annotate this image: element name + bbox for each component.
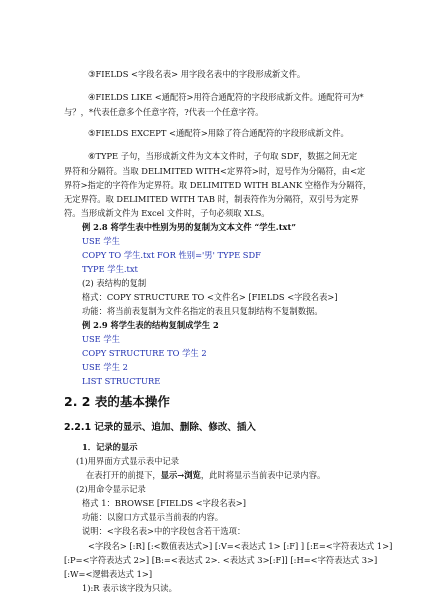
copy-structure-function: 功能：将当前表复制为文件名指定的表且只复制结构不复制数据。 [82, 306, 323, 316]
example-2-8-code-type: TYPE 学生.txt [82, 264, 138, 274]
type-clause-line2: 界符和分隔符。当取 DELIMITED WITH<定界符>时，逗号作为分隔符，由<定 [64, 166, 366, 176]
copy-structure-format: 格式：COPY STRUCTURE TO <文件名> [FIELDS <字段名表>] [82, 292, 338, 302]
ui-display-text: 在表打开的前提下，显示→浏览，此时将显示当前表中记录内容。 [86, 470, 326, 480]
example-2-9-title: 例 2.9 将学生表的结构复制成学生 2 [82, 320, 219, 330]
browse-options-line2: [:P=<字符表达式 2>] [B:=<表达式 2>. <表达式 3>[:F]] [:H=<字符表达式 3>] [64, 555, 378, 565]
browse-function: 功能：以窗口方式显示当前表的内容。 [82, 512, 224, 522]
type-clause-line5: 符。当形成新文件为 Excel 文件时，子句必须取 XLS。 [64, 208, 270, 218]
example-2-8-code-use: USE 学生 [82, 236, 120, 246]
menu-path: 显示→浏览 [160, 470, 201, 480]
example-2-9-code-use: USE 学生 [82, 334, 120, 344]
browse-options-line1: <字段名> [:R] [:<数值表达式>] [:V=<表达式 1> [:F] ] [:E=<字符表达式 1>] [88, 541, 393, 551]
type-clause-line4: 无定界符。取 DELIMITED WITH TAB 时，制表符作为分隔符，双引号为定界 [64, 194, 359, 204]
example-2-8-code-copy: COPY TO 学生.txt FOR 性别='男' TYPE SDF [82, 250, 261, 260]
fields-like-paragraph-line2: 与？，*代表任意多个任意字符，?代表一个任意字符。 [64, 107, 264, 117]
type-clause-line3: 界符>指定的字符作为定界符。取 DELIMITED WITH BLANK 空格作为分隔符， [64, 180, 372, 190]
browse-note: 说明：<字段名表>中的字段包含若干选项： [82, 526, 246, 536]
example-2-9-code-use2: USE 学生 2 [82, 362, 128, 372]
copy-structure-heading: (2) 表结构的复制 [82, 278, 147, 288]
browse-format: 格式 1：BROWSE [FIELDS <字段名表>] [82, 498, 246, 508]
browse-options-line3: [:W=<逻辑表达式 1>] [64, 569, 153, 579]
type-clause-line1: ⑥TYPE 子句，当形成新文件为文本文件时，子句取 SDF，数据之间无定 [88, 151, 358, 161]
command-display-heading: (2)用命令显示记录 [76, 484, 146, 494]
example-2-9-code-list: LIST STRUCTURE [82, 376, 161, 386]
fields-except-paragraph: ⑤FIELDS EXCEPT <通配符>用除了符合通配符的字段形成新文件。 [88, 128, 349, 138]
fields-like-paragraph-line1: ④FIELDS LIKE <通配符>用符合通配符的字段形成新文件。通配符可为* [88, 92, 364, 102]
section-2-2-heading: 2. 2 表的基本操作 [64, 394, 170, 409]
fields-paragraph: ③FIELDS <字段名表> 用字段名表中的字段形成新文件。 [88, 69, 306, 79]
record-display-heading: 1．记录的显示 [82, 442, 138, 452]
option-r-description: 1):R 表示该字段为只读。 [82, 583, 177, 593]
example-2-8-title: 例 2.8 将学生表中性别为男的复制为文本文件 “学生.txt” [82, 222, 297, 232]
ui-display-heading: (1)用界面方式显示表中记录 [76, 456, 180, 466]
example-2-9-code-copy: COPY STRUCTURE TO 学生 2 [82, 348, 207, 358]
section-2-2-1-heading: 2.2.1 记录的显示、追加、删除、修改、插入 [64, 422, 256, 433]
